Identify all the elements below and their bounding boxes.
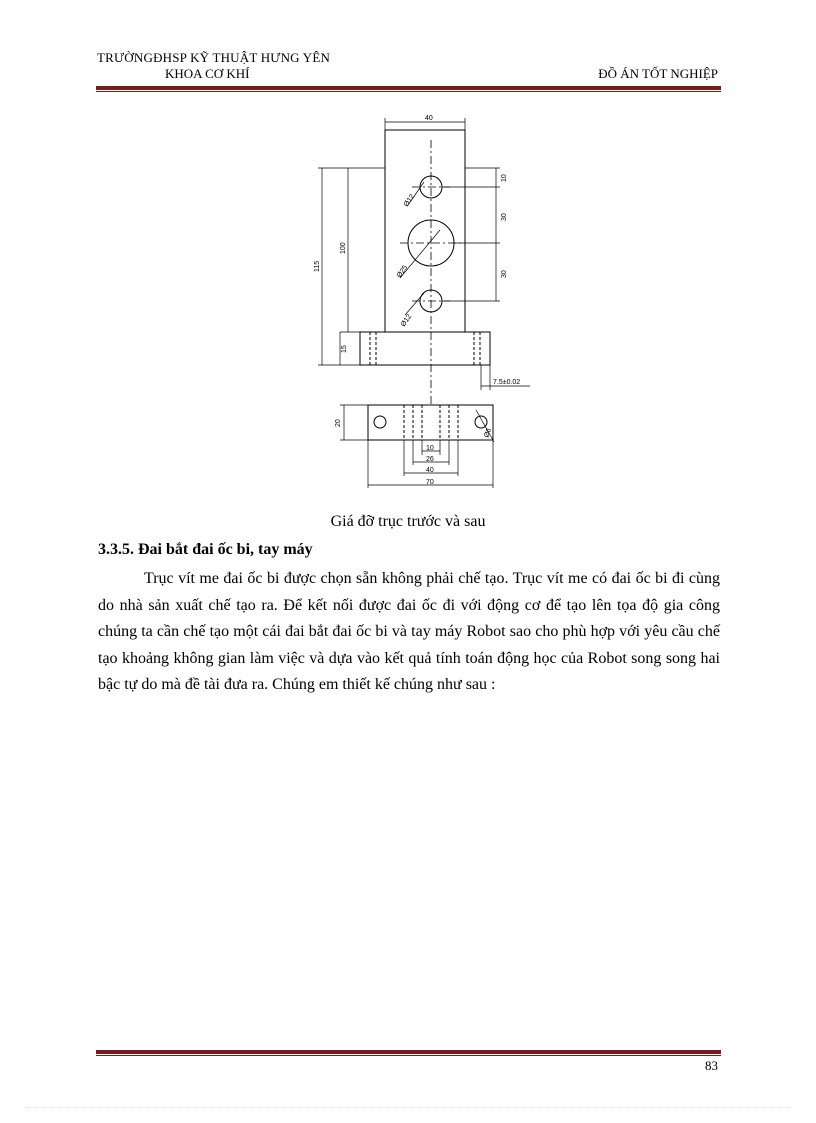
dim-dia-small-bottom: Ø12 <box>399 313 414 329</box>
footer-rule <box>96 1050 721 1056</box>
dim-dia-small-top: Ø12 <box>402 193 417 209</box>
dim-overall-height: 115 <box>314 260 321 272</box>
dim-plan-height: 20 <box>335 419 342 427</box>
dim-inner-height: 100 <box>340 242 347 254</box>
bottom-border <box>25 1107 791 1108</box>
dim-plan-w3: 40 <box>426 467 434 474</box>
dim-plan-w1: 10 <box>426 445 434 452</box>
dim-base-height: 15 <box>341 345 348 353</box>
dim-seg2: 30 <box>501 213 508 221</box>
technical-drawing <box>300 110 535 495</box>
section-title: 3.3.5. Đai bắt đai ốc bi, tay máy <box>98 541 313 558</box>
header-document-type: ĐỒ ÁN TỐT NGHIỆP <box>598 66 718 81</box>
dim-seg3: 30 <box>501 270 508 278</box>
dim-seg1: 10 <box>501 174 508 182</box>
body-paragraph: Trục vít me đai ốc bi được chọn sẵn không phải chế tạo. Trục vít me có đai ốc bi đi cùng do nhà sản xuất chế tạo ra. Để kết nối được đai ốc đi với động cơ để tạo lên tọa độ gia công chúng ta cần chế tạo một cái đai bắt đai ốc bi và tay máy Robot sao cho phù hợp với yêu cầu chế tạo khoảng không gian làm việc và dựa vào kết quả tính toán động học của Robot song song hai bậc tự do mà đề tài đưa ra. Chúng em thiết kế chúng như sau : <box>98 570 720 693</box>
plan-view-outline <box>368 405 493 440</box>
dim-dia-large: Ø25 <box>395 264 410 280</box>
dim-top-width: 40 <box>425 115 433 122</box>
dim-plan-w2: 26 <box>426 456 434 463</box>
header-faculty: KHOA CƠ KHÍ <box>165 66 250 81</box>
header-school: TRƯỜNGĐHSP KỸ THUẬT HƯNG YÊN <box>97 50 331 65</box>
page-number: 83 <box>705 1058 718 1073</box>
figure-caption: Giá đỡ trục trước và sau <box>330 513 486 530</box>
dim-plan-dia: Ø6 <box>483 427 494 439</box>
header-rule <box>96 86 721 92</box>
dim-plan-w4: 70 <box>426 479 434 486</box>
dim-side-offset: 7.5±0.02 <box>493 379 521 386</box>
